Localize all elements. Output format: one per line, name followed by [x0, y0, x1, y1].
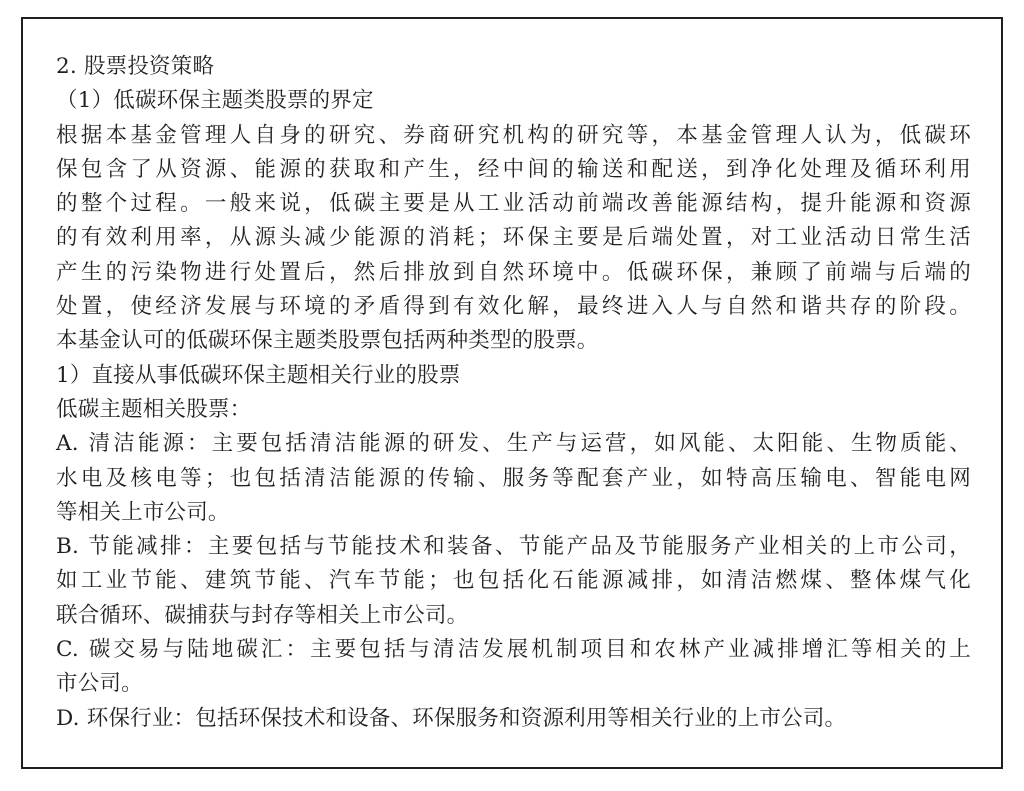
list-item-b-line: B. 节能减排：主要包括与节能技术和装备、节能产品及节能服务产业相关的上市公司， [56, 534, 971, 560]
list-item-d-line: D. 环保行业：包括环保技术和设备、环保服务和资源利用等相关行业的上市公司。 [56, 705, 847, 731]
list-heading: 1）直接从事低碳环保主题相关行业的股票 [56, 362, 461, 388]
paragraph-line: 本基金认可的低碳环保主题类股票包括两种类型的股票。 [56, 328, 599, 354]
document-body [56, 50, 976, 736]
list-item-a-line: A. 清洁能源：主要包括清洁能源的研发、生产与运营，如风能、太阳能、生物质能、 [56, 431, 971, 457]
document-frame [21, 17, 1003, 769]
list-item-c-line: C. 碳交易与陆地碳汇：主要包括与清洁发展机制项目和农林产业减排增汇等相关的上 [56, 637, 971, 663]
list-item-a-line: 水电及核电等；也包括清洁能源的传输、服务等配套产业，如特高压输电、智能电网 [56, 465, 971, 491]
subsection-heading: （1）低碳环保主题类股票的界定 [56, 88, 374, 114]
paragraph-line: 保包含了从资源、能源的获取和产生，经中间的输送和配送，到净化处理及循环利用 [56, 156, 971, 182]
list-item-c-line: 市公司。 [56, 671, 143, 697]
paragraph-line: 的整个过程。一般来说，低碳主要是从工业活动前端改善能源结构，提升能源和资源 [56, 191, 971, 217]
paragraph-line: 产生的污染物进行处置后，然后排放到自然环境中。低碳环保，兼顾了前端与后端的 [56, 259, 971, 285]
list-item-a-line: 等相关上市公司。 [56, 499, 230, 525]
paragraph-line: 的有效利用率，从源头减少能源的消耗；环保主要是后端处置，对工业活动日常生活 [56, 225, 971, 251]
list-item-b-line: 如工业节能、建筑节能、汽车节能；也包括化石能源减排，如清洁燃煤、整体煤气化 [56, 568, 971, 594]
list-item-b-line: 联合循环、碳捕获与封存等相关上市公司。 [56, 602, 469, 628]
paragraph-line: 根据本基金管理人自身的研究、券商研究机构的研究等，本基金管理人认为，低碳环 [56, 122, 971, 148]
paragraph-line: 处置，使经济发展与环境的矛盾得到有效化解，最终进入人与自然和谐共存的阶段。 [56, 294, 971, 320]
list-subheading: 低碳主题相关股票： [56, 396, 252, 422]
section-heading: 2. 股票投资策略 [56, 54, 215, 79]
